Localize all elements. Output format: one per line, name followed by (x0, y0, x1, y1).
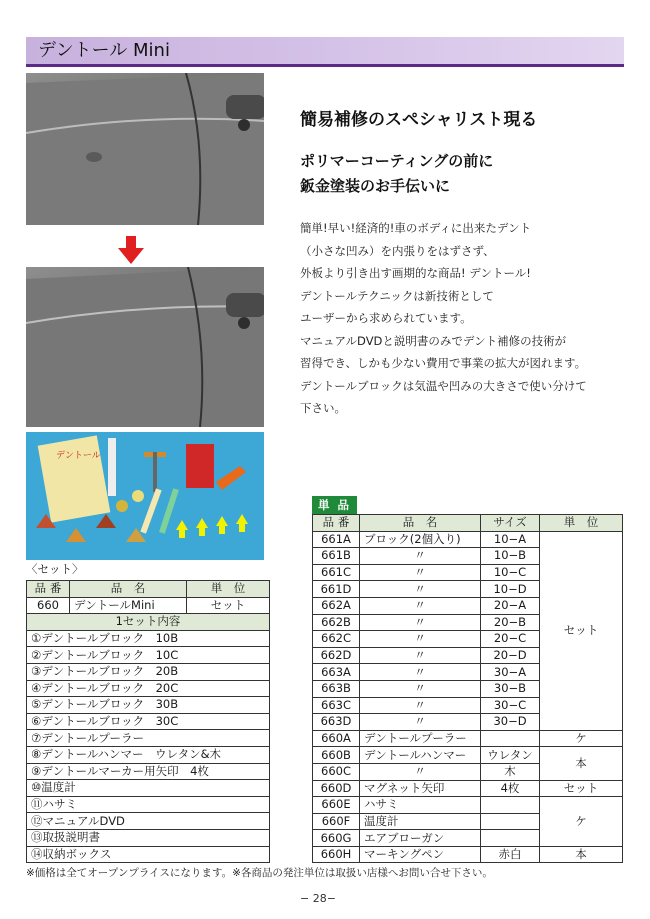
set-table (26, 580, 270, 863)
table-row (27, 796, 270, 813)
item-code-cell: 661B (313, 548, 360, 565)
item-size-cell: 20−D (481, 647, 540, 664)
subheadline-line: 鈑金塗装のお手伝いに (300, 177, 451, 195)
kit-contents-graphic (26, 432, 264, 560)
item-unit-cell: 本 (540, 846, 623, 863)
item-code-cell: 660H (313, 846, 360, 863)
table-row (27, 614, 270, 631)
header-cell: 品 名 (360, 515, 481, 532)
cell: ⑫マニュアルDVD (27, 813, 270, 830)
header-cell: サイズ (481, 515, 540, 532)
footnote: ※価格は全てオープンプライスになります。※各商品の発注単位は取扱い店様へお問い合せ下さい。 (26, 867, 493, 879)
item-unit-cell: セット (540, 531, 623, 730)
header-cell: 品 番 (313, 515, 360, 532)
description-line: 習得でき、しかも少ない費用で事業の拡大が図れます。 (300, 356, 587, 370)
item-name-cell: ハサミ (360, 797, 481, 814)
item-name-cell: マーキングペン (360, 846, 481, 863)
item-size-cell: 木 (481, 763, 540, 780)
item-size-cell (481, 830, 540, 847)
page-number: − 28− (300, 892, 336, 905)
table-row (27, 746, 270, 763)
header-cell: 品 番 (27, 581, 70, 598)
item-size-cell: 10−D (481, 581, 540, 598)
item-name-cell: 〃 (360, 714, 481, 731)
description-line: 下さい。 (300, 401, 346, 415)
item-size-cell: 4枚 (481, 780, 540, 797)
item-code-cell: 660F (313, 813, 360, 830)
item-code-cell: 661C (313, 564, 360, 581)
item-size-cell: 30−D (481, 714, 540, 731)
item-name-cell: デントールプーラー (360, 730, 481, 747)
item-size-cell: 30−B (481, 680, 540, 697)
table-row (27, 846, 270, 863)
table-row (313, 531, 623, 548)
item-name-cell: 〃 (360, 664, 481, 681)
item-size-cell: 20−A (481, 597, 540, 614)
item-name-cell: 〃 (360, 763, 481, 780)
page-title: デントール Mini (38, 40, 170, 61)
item-size-cell: 20−B (481, 614, 540, 631)
item-size-cell: 30−C (481, 697, 540, 714)
kit-box-label: デントール (56, 451, 101, 461)
item-code-cell: 662C (313, 631, 360, 648)
table-header-row (27, 581, 270, 598)
item-size-cell (481, 797, 540, 814)
photo-kit-contents (26, 432, 264, 560)
subheadline-line: ポリマーコーティングの前に (300, 152, 494, 170)
item-code-cell: 660G (313, 830, 360, 847)
cell: ⑭収納ボックス (27, 846, 270, 863)
table-row (27, 663, 270, 680)
table-row (27, 647, 270, 664)
cell: デントールMini (70, 597, 187, 614)
item-code-cell: 663C (313, 697, 360, 714)
item-name-cell: 〃 (360, 680, 481, 697)
cell: ⑪ハサミ (27, 796, 270, 813)
table-row (313, 747, 623, 764)
item-code-cell: 660E (313, 797, 360, 814)
header-cell: 単 位 (540, 515, 623, 532)
item-unit-cell: セット (540, 780, 623, 797)
item-code-cell: 661D (313, 581, 360, 598)
table-row (27, 697, 270, 714)
item-code-cell: 660D (313, 780, 360, 797)
table-row (27, 680, 270, 697)
table-header-row (313, 515, 623, 532)
description-text (300, 217, 635, 420)
item-name-cell: 〃 (360, 548, 481, 565)
cell: ②デントールブロック 10C (27, 647, 270, 664)
cell: ③デントールブロック 20B (27, 663, 270, 680)
car-door-after-graphic (26, 267, 264, 427)
item-name-cell: 〃 (360, 581, 481, 598)
item-name-cell: 温度計 (360, 813, 481, 830)
single-items-tag: 単 品 (312, 496, 357, 514)
item-code-cell: 663D (313, 714, 360, 731)
table-row (27, 630, 270, 647)
headline: 簡易補修のスペシャリスト現る (300, 110, 538, 130)
contents-title: 1セット内容 (27, 614, 270, 631)
table-row (27, 730, 270, 747)
cell: ④デントールブロック 20C (27, 680, 270, 697)
cell: ①デントールブロック 10B (27, 630, 270, 647)
header-cell: 単 位 (187, 581, 270, 598)
item-size-cell: 20−C (481, 631, 540, 648)
item-unit-cell: 本 (540, 747, 623, 780)
item-name-cell: 〃 (360, 597, 481, 614)
item-name-cell: マグネット矢印 (360, 780, 481, 797)
cell: ⑤デントールブロック 30B (27, 697, 270, 714)
item-name-cell: 〃 (360, 614, 481, 631)
photo-before-repair (26, 73, 264, 225)
item-code-cell: 662B (313, 614, 360, 631)
item-size-cell (481, 730, 540, 747)
item-code-cell: 662A (313, 597, 360, 614)
item-name-cell: 〃 (360, 647, 481, 664)
header-rule (26, 64, 624, 67)
item-code-cell: 660B (313, 747, 360, 764)
item-code-cell: 660C (313, 763, 360, 780)
cell: セット (187, 597, 270, 614)
item-name-cell: 〃 (360, 631, 481, 648)
table-row (313, 846, 623, 863)
cell: ⑦デントールプーラー (27, 730, 270, 747)
item-name-cell: ブロック(2個入り) (360, 531, 481, 548)
description-line: デントールブロックは気温や凹みの大きさで使い分けて (300, 378, 587, 393)
item-size-cell: ウレタン (481, 747, 540, 764)
item-unit-cell: ケ (540, 797, 623, 847)
item-code-cell: 663A (313, 664, 360, 681)
set-table-caption: 〈セット〉 (26, 562, 84, 576)
table-row (313, 780, 623, 797)
item-size-cell: 10−A (481, 531, 540, 548)
item-code-cell: 661A (313, 531, 360, 548)
table-row (27, 829, 270, 846)
item-code-cell: 662D (313, 647, 360, 664)
item-code-cell: 660A (313, 730, 360, 747)
header-cell: 品 名 (70, 581, 187, 598)
cell: ⑬取扱説明書 (27, 829, 270, 846)
item-size-cell: 30−A (481, 664, 540, 681)
cell: ⑩温度計 (27, 780, 270, 797)
item-size-cell (481, 813, 540, 830)
table-row (27, 713, 270, 730)
description-line: ユーザーから求められています。 (300, 311, 472, 325)
table-row (27, 813, 270, 830)
item-name-cell: デントールハンマー (360, 747, 481, 764)
table-row (27, 780, 270, 797)
description-line: （小さな凹み）を内張りをはずさず、 (300, 243, 495, 258)
cell: ⑧デントールハンマー ウレタン&木 (27, 746, 270, 763)
table-row (313, 730, 623, 747)
item-name-cell: エアブローガン (360, 830, 481, 847)
cell: 660 (27, 597, 70, 614)
cell: ⑨デントールマーカー用矢印 4枚 (27, 763, 270, 780)
cell: ⑥デントールブロック 30C (27, 713, 270, 730)
description-line: デントールテクニックは新技術として (300, 288, 494, 303)
item-name-cell: 〃 (360, 564, 481, 581)
photo-after-repair (26, 267, 264, 427)
description-line: マニュアルDVDと説明書のみでデント補修の技術が (300, 333, 567, 348)
car-door-before-graphic (26, 73, 264, 225)
description-line: 外板より引き出す画期的な商品! デントール! (300, 266, 531, 280)
item-name-cell: 〃 (360, 697, 481, 714)
single-items-table (312, 514, 623, 863)
item-size-cell: 赤白 (481, 846, 540, 863)
table-row (27, 597, 270, 614)
table-row (313, 797, 623, 814)
subheadline (300, 149, 493, 199)
item-unit-cell: ケ (540, 730, 623, 747)
description-line: 簡単!早い!経済的!車のボディに出来たデント (300, 221, 532, 235)
item-size-cell: 10−C (481, 564, 540, 581)
item-code-cell: 663B (313, 680, 360, 697)
table-row (27, 763, 270, 780)
item-size-cell: 10−B (481, 548, 540, 565)
